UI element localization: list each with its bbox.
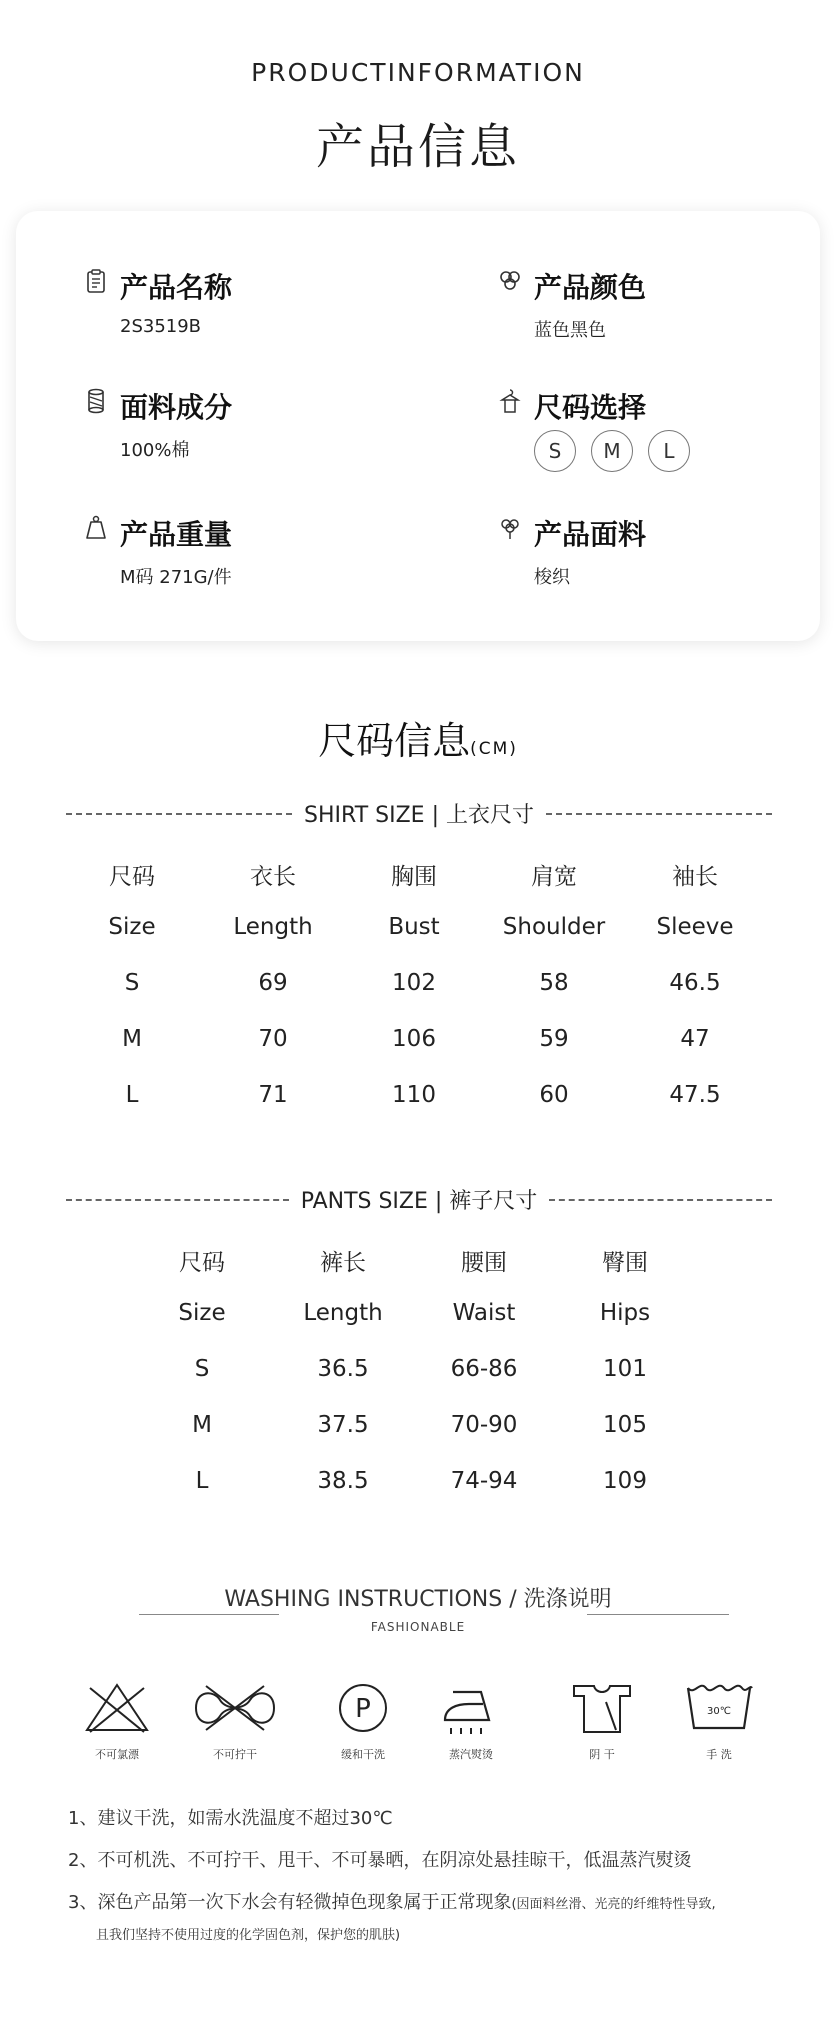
clipboard-icon (84, 268, 108, 294)
divider-line (546, 813, 772, 815)
product-material-label: 产品面料 (534, 518, 647, 551)
table-header: Sleeve (656, 914, 734, 940)
care-label: 蒸汽熨烫 (449, 1748, 493, 1761)
table-cell: 38.5 (317, 1468, 369, 1494)
care-symbol-gentle-dry-clean (313, 1680, 413, 1762)
size-option-m[interactable]: M (591, 430, 633, 472)
care-label: 不可氯漂 (95, 1748, 139, 1761)
size-option-l[interactable]: L (648, 430, 690, 472)
washing-title: WASHING INSTRUCTIONS / 洗涤说明 (224, 1587, 612, 1612)
table-cell: 37.5 (317, 1412, 369, 1438)
table-header: Hips (599, 1300, 651, 1326)
table-header: 腰围 (461, 1250, 507, 1276)
table-cell: 74-94 (450, 1468, 518, 1494)
shade-dry-icon (570, 1680, 634, 1736)
product-color-value: 蓝色黑色 (534, 320, 606, 341)
table-header: 袖长 (672, 864, 718, 890)
product-weight-value: M码 271G/件 (120, 567, 232, 588)
pants-size-title: PANTS SIZE | 裤子尺寸 (300, 1189, 538, 1214)
table-cell: 70 (258, 1026, 288, 1052)
table-cell: 70-90 (450, 1412, 518, 1438)
table-cell: 109 (603, 1468, 647, 1494)
cotton-flower-icon (498, 515, 522, 541)
pants-size-heading (66, 1184, 772, 1215)
yarn-spool-icon (84, 388, 108, 414)
table-cell: 71 (258, 1082, 288, 1108)
table-cell: L (195, 1468, 209, 1494)
table-cell: 47.5 (669, 1082, 721, 1108)
hand-wash-temp: 30℃ (707, 1706, 731, 1717)
divider-line (66, 1199, 289, 1201)
product-name-value: 2S3519B (120, 316, 202, 337)
table-header: Length (233, 914, 313, 940)
table-header: Waist (452, 1300, 516, 1326)
table-header: Size (178, 1300, 226, 1326)
washing-note-3-text: 3、深色产品第一次下水会有轻微掉色现象属于正常现象 (68, 1892, 512, 1913)
size-info-unit: (CM) (470, 739, 518, 759)
fabric-composition-value: 100%棉 (120, 440, 190, 461)
table-cell: 60 (539, 1082, 569, 1108)
table-header: 尺码 (109, 864, 155, 890)
table-cell: 36.5 (317, 1356, 369, 1382)
product-info-card (16, 211, 820, 641)
washing-title-underline (139, 1614, 279, 1615)
care-symbol-shade-dry (552, 1680, 652, 1762)
care-symbol-no-wring (185, 1680, 285, 1762)
table-cell: 58 (539, 970, 569, 996)
size-options (534, 430, 690, 472)
fabric-composition-label: 面料成分 (120, 391, 233, 424)
svg-text:P: P (355, 1694, 371, 1724)
table-header: Shoulder (502, 914, 606, 940)
washing-note-3 (68, 1888, 716, 1914)
steam-iron-icon (439, 1680, 503, 1736)
product-color-label: 产品颜色 (534, 271, 647, 304)
header-title-cn: 产品信息 (315, 119, 520, 175)
hand-wash-icon (684, 1680, 754, 1736)
table-cell: 47 (680, 1026, 710, 1052)
table-cell: 110 (392, 1082, 436, 1108)
table-header: 衣长 (250, 864, 296, 890)
size-info-title (0, 710, 836, 765)
washing-note-1: 1、建议干洗，如需水洗温度不超过30℃ (68, 1808, 393, 1829)
washing-note-2: 2、不可机洗、不可拧干、甩干、不可暴晒，在阴凉处悬挂晾干，低温蒸汽熨烫 (68, 1850, 692, 1871)
no-wring-icon (190, 1680, 280, 1736)
no-bleach-icon (82, 1680, 152, 1736)
shirt-size-heading (66, 798, 772, 829)
shirt-size-title: SHIRT SIZE | 上衣尺寸 (304, 803, 534, 828)
product-name-label: 产品名称 (120, 271, 233, 304)
table-header: 裤长 (320, 1250, 366, 1276)
palette-icon (498, 268, 522, 294)
divider-line (66, 813, 292, 815)
care-label: 阴 干 (589, 1748, 615, 1761)
care-label: 缓和干洗 (341, 1748, 385, 1761)
washing-note-3-detail: (因面料丝滑、光亮的纤维特性导致, (511, 1897, 716, 1912)
table-header: Bust (388, 914, 440, 940)
care-symbol-no-bleach (67, 1680, 167, 1762)
gentle-dry-clean-icon (335, 1680, 391, 1736)
table-cell: 105 (603, 1412, 647, 1438)
weight-icon (84, 515, 108, 541)
size-selection-label: 尺码选择 (534, 391, 647, 424)
washing-note-3-continued: 且我们坚持不使用过度的化学固色剂，保护您的肌肤) (96, 1928, 401, 1943)
table-header: 臀围 (602, 1250, 648, 1276)
table-cell: 59 (539, 1026, 569, 1052)
table-cell: 69 (258, 970, 288, 996)
header-title-en: PRODUCTINFORMATION (251, 58, 585, 87)
divider-line (549, 1199, 772, 1201)
table-header: 胸围 (391, 864, 437, 890)
washing-title-underline (587, 1614, 729, 1615)
table-cell: 46.5 (669, 970, 721, 996)
size-option-s[interactable]: S (534, 430, 576, 472)
care-symbol-hand-wash (669, 1680, 769, 1762)
washing-subtitle: FASHIONABLE (370, 1620, 466, 1634)
table-cell: L (125, 1082, 139, 1108)
table-header: 肩宽 (531, 864, 577, 890)
care-label: 手 洗 (706, 1748, 732, 1761)
product-weight-label: 产品重量 (120, 518, 233, 551)
table-cell: M (192, 1412, 212, 1438)
table-cell: S (124, 970, 140, 996)
table-cell: M (122, 1026, 142, 1052)
table-header: Size (108, 914, 156, 940)
tshirt-hanger-icon (498, 388, 522, 414)
care-label: 不可拧干 (213, 1748, 257, 1761)
table-header: 尺码 (179, 1250, 225, 1276)
table-cell: 106 (392, 1026, 436, 1052)
table-cell: 66-86 (450, 1356, 518, 1382)
table-cell: S (194, 1356, 210, 1382)
size-info-title-text: 尺码信息 (318, 719, 471, 763)
table-cell: 102 (392, 970, 436, 996)
table-cell: 101 (603, 1356, 647, 1382)
care-symbol-steam-iron (421, 1680, 521, 1762)
table-header: Length (303, 1300, 383, 1326)
product-material-value: 梭织 (534, 567, 570, 588)
